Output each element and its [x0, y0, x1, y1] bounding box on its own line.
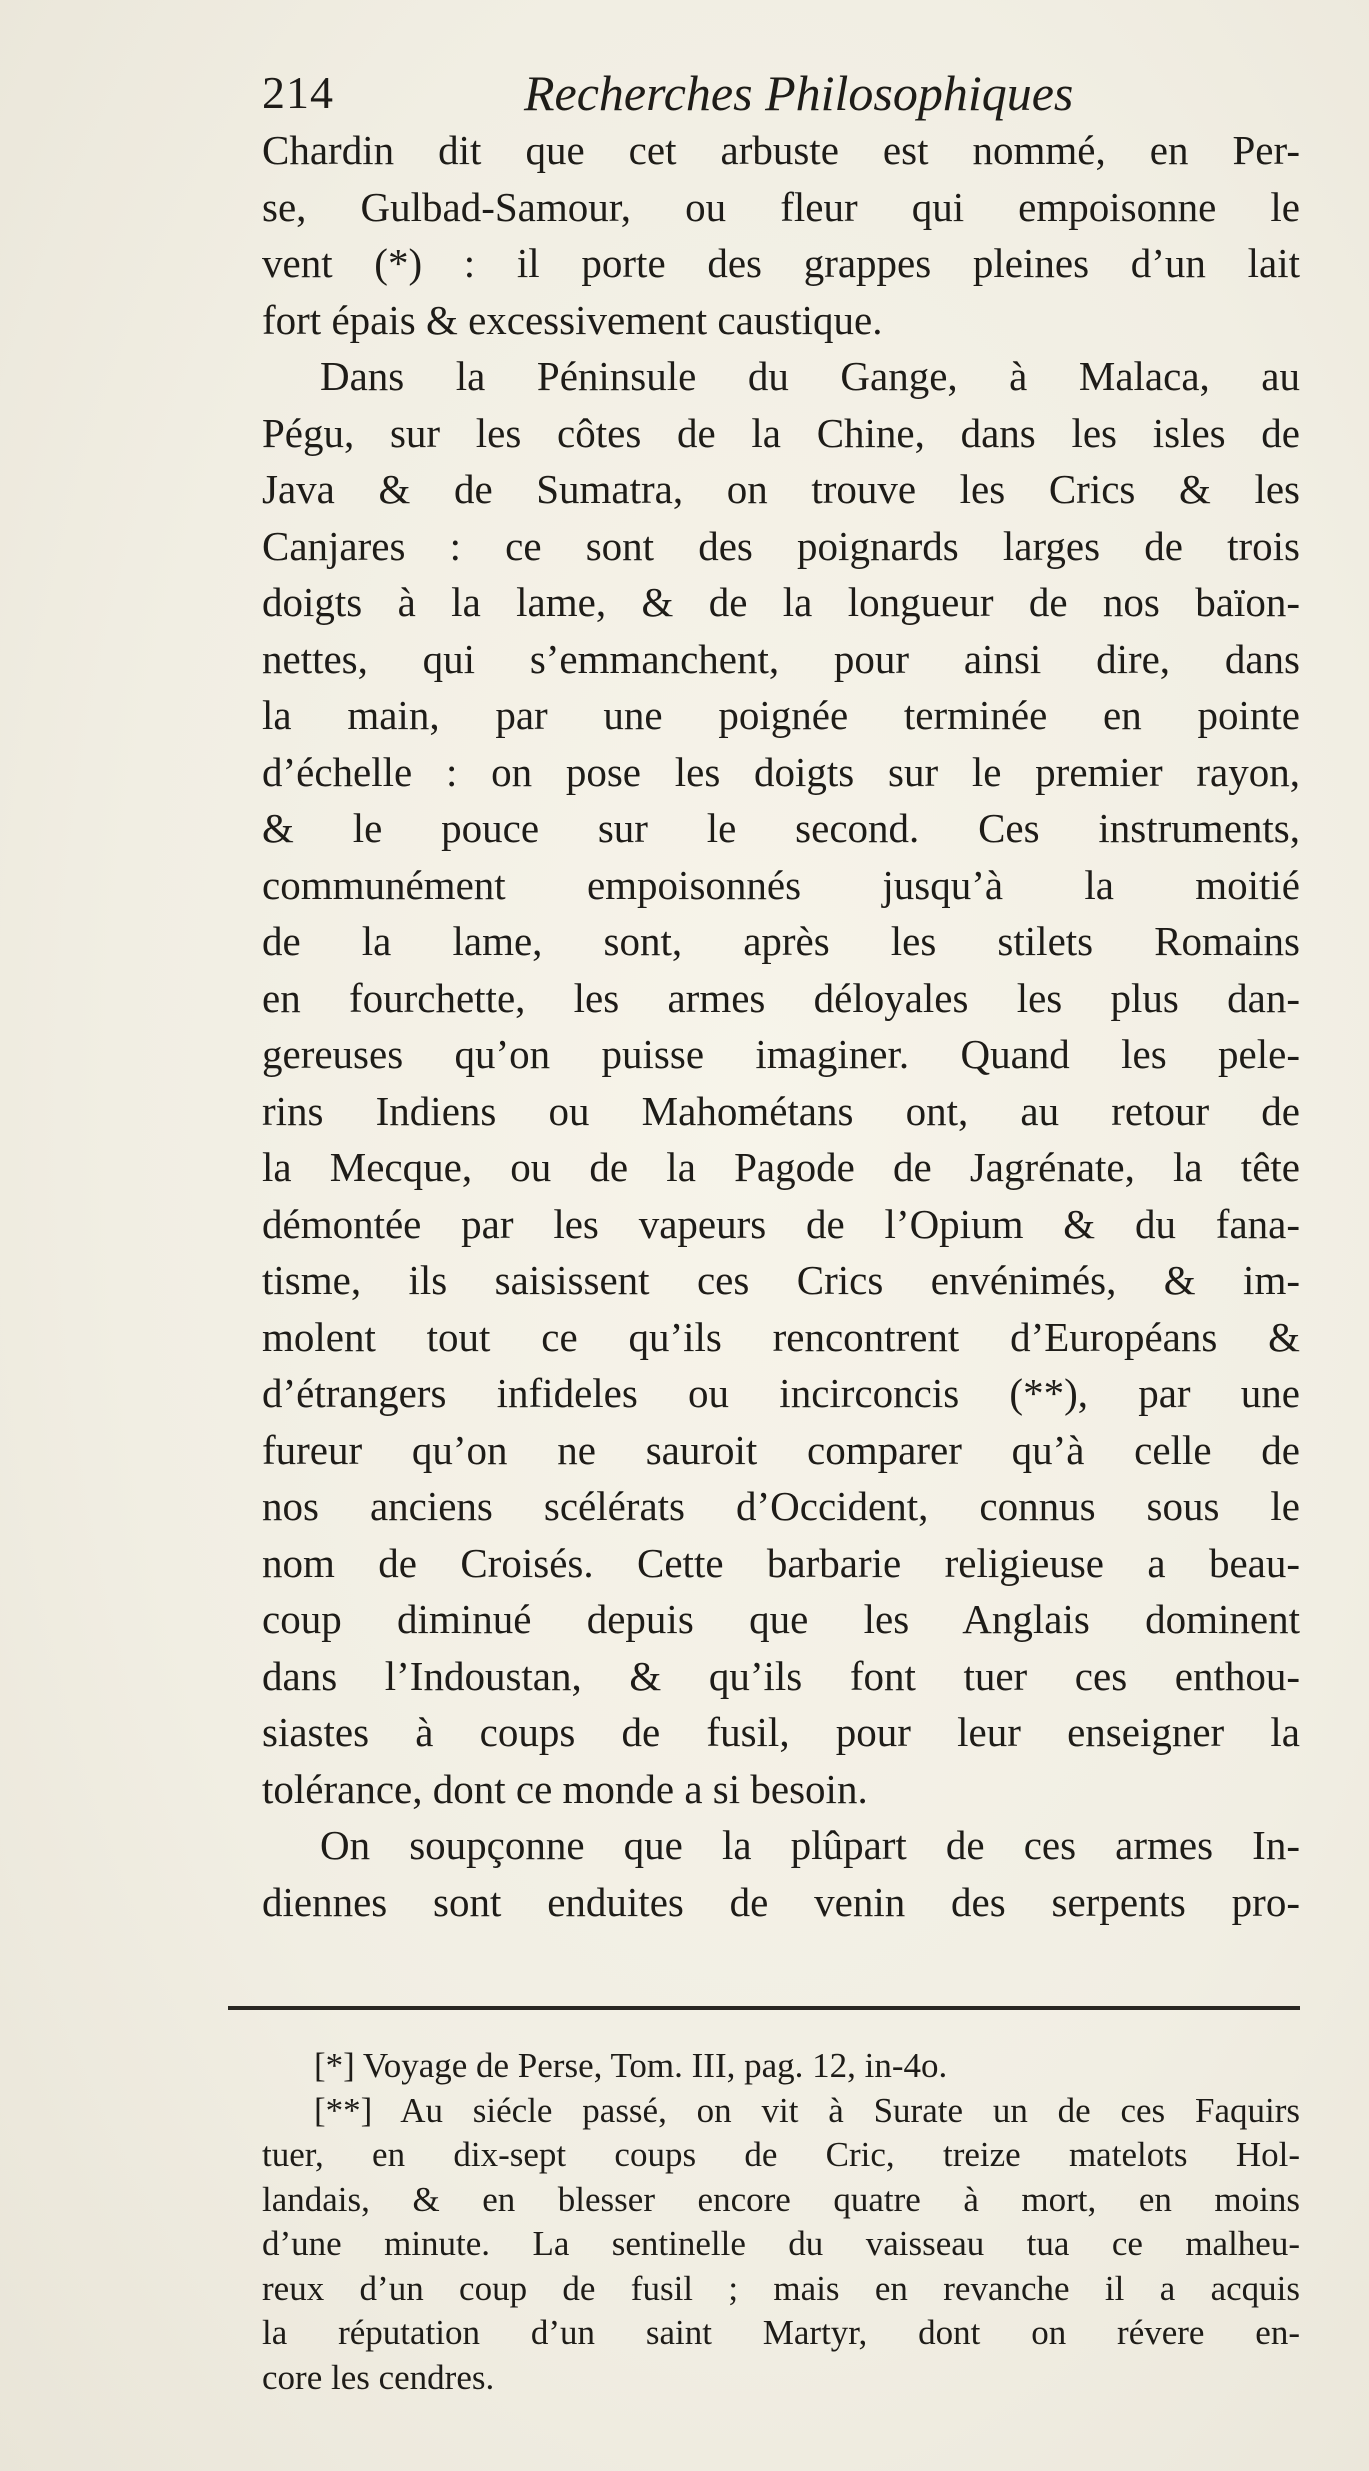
body-line: nom de Croisés. Cette barbarie religieuse a beau- — [262, 1539, 1300, 1586]
footnote-line: [**] Au siécle passé, on vit à Surate un de ces Faquirs — [314, 2090, 1300, 2130]
body-line: coup diminué depuis que les Anglais dominent — [262, 1596, 1300, 1642]
body-line: Dans la Péninsule du Gange, à Malaca, au — [320, 353, 1300, 399]
footnote-line: [*] Voyage de Perse, Tom. III, pag. 12, in-4o. — [314, 2046, 948, 2085]
body-line: Canjares : ce sont des poignards larges de trois — [262, 522, 1300, 569]
footnote-divider — [228, 2006, 1300, 2010]
body-line: se, Gulbad-Samour, ou fleur qui empoisonne le — [262, 183, 1300, 230]
body-line: fureur qu’on ne sauroit comparer qu’à celle de — [262, 1426, 1300, 1473]
body-line: Pégu, sur les côtes de la Chine, dans les isles de — [262, 409, 1300, 456]
body-line: gereuses qu’on puisse imaginer. Quand les pele- — [262, 1031, 1300, 1077]
body-line: tolérance, dont ce monde a si besoin. — [262, 1765, 868, 1812]
body-line: fort épais & excessivement caustique. — [262, 296, 883, 343]
page-number: 214 — [262, 67, 334, 118]
body-line: de la lame, sont, après les stilets Romains — [262, 918, 1300, 964]
body-line: dans l’Indoustan, & qu’ils font tuer ces enthou- — [262, 1652, 1300, 1699]
body-line: tisme, ils saisissent ces Crics envénimés, & im- — [262, 1257, 1300, 1303]
body-line: & le pouce sur le second. Ces instruments, — [262, 805, 1300, 851]
footnote-line: la réputation d’un saint Martyr, dont on révere en- — [262, 2313, 1300, 2352]
footnotes — [262, 2044, 1300, 2400]
footnote-line: landais, & en blesser encore quatre à mort, en moins — [262, 2179, 1300, 2219]
body-line: molent tout ce qu’ils rencontrent d’Européans & — [262, 1313, 1300, 1360]
body-line: Java & de Sumatra, on trouve les Crics & les — [262, 466, 1300, 512]
body-line: doigts à la lame, & de la longueur de nos baïon- — [262, 579, 1300, 625]
body-line: diennes sont enduites de venin des serpents pro- — [262, 1878, 1300, 1925]
footnote-line: tuer, en dix-sept coups de Cric, treize matelots Hol- — [262, 2135, 1300, 2174]
body-line: la main, par une poignée terminée en pointe — [262, 692, 1300, 738]
running-title: Recherches Philosophiques — [524, 65, 1074, 121]
body-line: On soupçonne que la plûpart de ces armes In- — [320, 1822, 1300, 1868]
body-text — [262, 122, 1300, 1930]
body-line: d’étrangers infideles ou incirconcis (**), par une — [262, 1370, 1300, 1416]
body-line: la Mecque, ou de la Pagode de Jagrénate, la tête — [262, 1144, 1300, 1190]
body-line: Chardin dit que cet arbuste est nommé, en Per- — [262, 127, 1300, 173]
body-line: démontée par les vapeurs de l’Opium & du fana- — [262, 1200, 1300, 1247]
body-line: communément empoisonnés jusqu’à la moitié — [262, 861, 1300, 908]
footnote-line: core les cendres. — [262, 2357, 495, 2397]
body-line: d’échelle : on pose les doigts sur le premier rayon, — [262, 748, 1300, 795]
body-line: siastes à coups de fusil, pour leur enseigner la — [262, 1709, 1300, 1755]
body-line: rins Indiens ou Mahométans ont, au retour de — [262, 1087, 1300, 1134]
body-line: vent (*) : il porte des grappes pleines d’un lait — [262, 240, 1300, 286]
body-line: nos anciens scélérats d’Occident, connus sous le — [262, 1483, 1300, 1529]
footnote-line: d’une minute. La sentinelle du vaisseau tua ce malheu- — [262, 2224, 1300, 2263]
body-line: en fourchette, les armes déloyales les plus dan- — [262, 974, 1300, 1021]
footnote-line: reux d’un coup de fusil ; mais en revanche il a acquis — [262, 2268, 1300, 2308]
body-line: nettes, qui s’emmanchent, pour ainsi dire, dans — [262, 635, 1300, 682]
